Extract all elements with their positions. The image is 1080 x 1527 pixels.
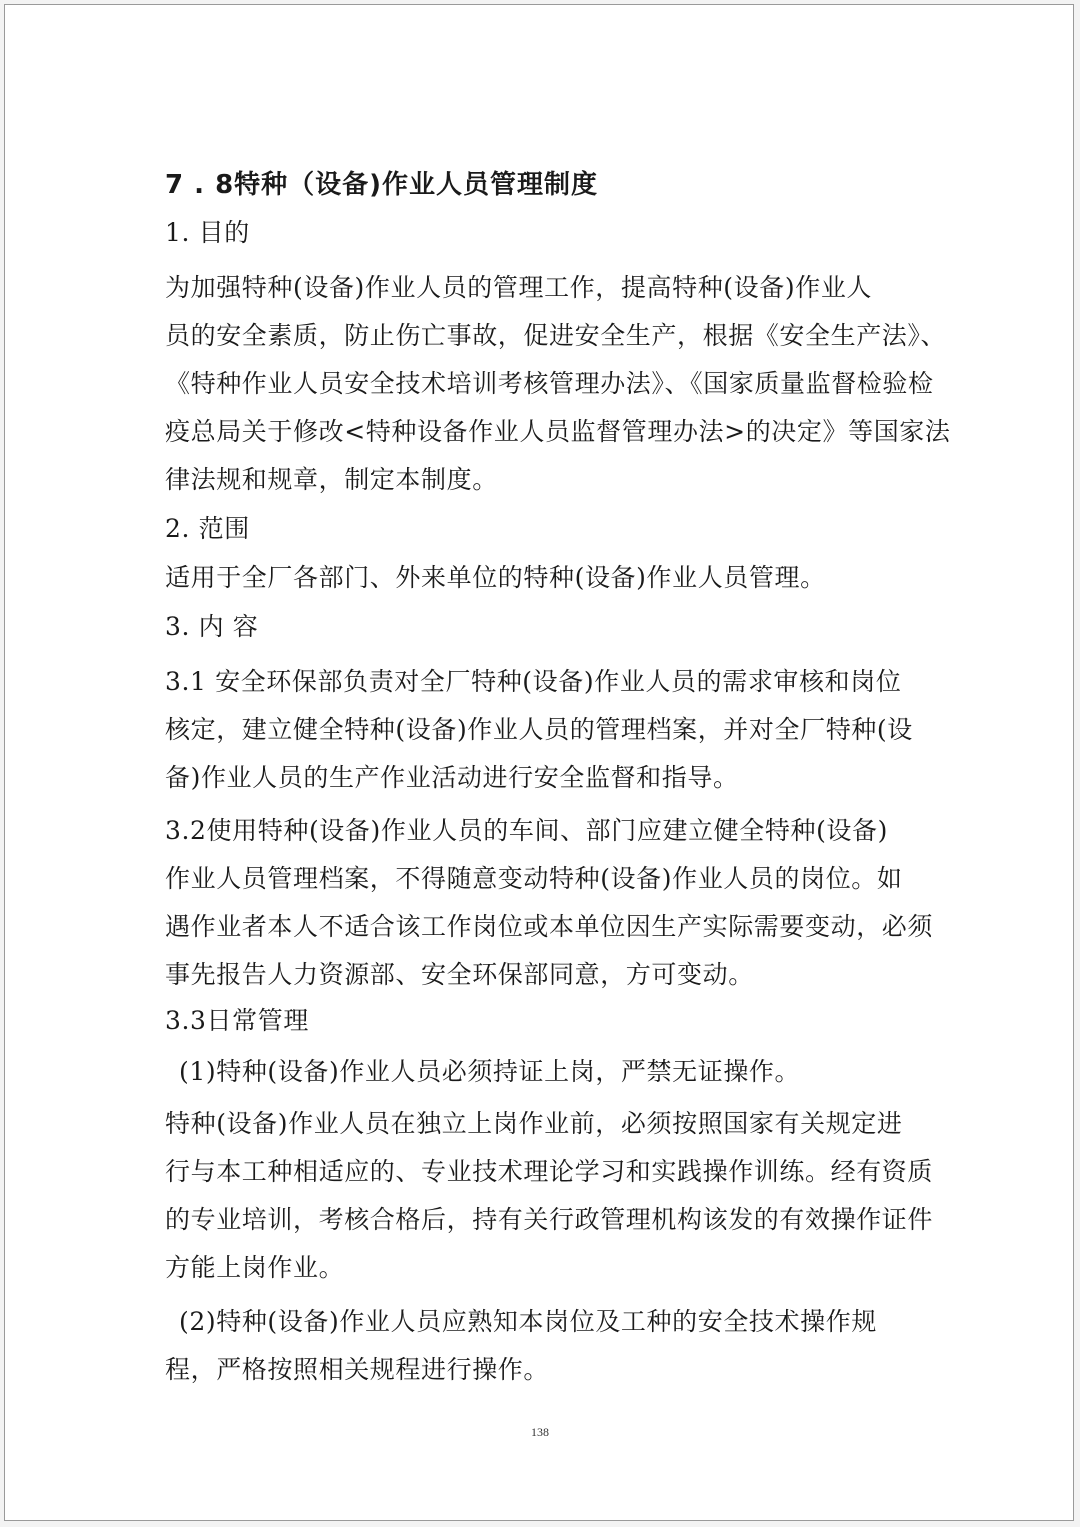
paragraph-item-2 (165, 1298, 949, 1394)
paragraph-line: 特种(设备)作业人员在独立上岗作业前，必须按照国家有关规定进 (165, 1109, 903, 1138)
paragraph-line: 事先报告人力资源部、安全环保部同意，方可变动。 (165, 960, 754, 989)
heading-scope: 2. 范围 (165, 514, 250, 543)
paragraph-line: 《特种作业人员安全技术培训考核管理办法》、《国家质量监督检验检 (165, 369, 934, 398)
paragraph-item-1 (165, 1100, 935, 1292)
paragraph-line: 备)作业人员的生产作业活动进行安全监督和指导。 (165, 763, 739, 792)
paragraph-line: 作业人员管理档案，不得随意变动特种(设备)作业人员的岗位。如 (165, 864, 903, 893)
paragraph-scope (165, 554, 935, 602)
paragraph-line: 为加强特种(设备)作业人员的管理工作，提高特种(设备)作业人 (165, 273, 873, 302)
document-page (4, 4, 1074, 1521)
paragraph-line: 3.2使用特种(设备)作业人员的车间、部门应建立健全特种(设备) (165, 816, 888, 845)
heading-daily-management: 3.3日常管理 (165, 1006, 309, 1035)
paragraph-line: 疫总局关于修改<特种设备作业人员监督管理办法>的决定》等国家法 (165, 417, 951, 446)
page-number: 138 (531, 1425, 549, 1439)
heading-content: 3. 内 容 (165, 612, 259, 641)
paragraph-line: (2)特种(设备)作业人员应熟知本岗位及工种的安全技术操作规 (179, 1307, 877, 1336)
paragraph-line: 3.1 安全环保部负责对全厂特种(设备)作业人员的需求审核和岗位 (165, 667, 902, 696)
paragraph-line: 的专业培训，考核合格后，持有关行政管理机构该发的有效操作证件 (165, 1205, 934, 1234)
paragraph-purpose (165, 264, 951, 504)
paragraph-line: 员的安全素质，防止伤亡事故，促进安全生产，根据《安全生产法》、 (165, 321, 947, 350)
paragraph-3-1 (165, 658, 935, 802)
paragraph-3-2 (165, 807, 935, 999)
paragraph-line: 方能上岗作业。 (165, 1253, 345, 1282)
paragraph-line: 核定，建立健全特种(设备)作业人员的管理档案，并对全厂特种(设 (165, 715, 913, 744)
item-1-line: (1)特种(设备)作业人员必须持证上岗，严禁无证操作。 (179, 1057, 801, 1086)
paragraph-line: 行与本工种相适应的、专业技术理论学习和实践操作训练。经有资质 (165, 1157, 934, 1186)
paragraph-line: 适用于全厂各部门、外来单位的特种(设备)作业人员管理。 (165, 563, 826, 592)
heading-purpose: 1. 目的 (165, 218, 250, 247)
section-title: 7 . 8特种（设备)作业人员管理制度 (165, 170, 599, 200)
paragraph-line: 律法规和规章，制定本制度。 (165, 465, 498, 494)
paragraph-line: 程，严格按照相关规程进行操作。 (165, 1355, 550, 1384)
paragraph-line: 遇作业者本人不适合该工作岗位或本单位因生产实际需要变动，必须 (165, 912, 934, 941)
